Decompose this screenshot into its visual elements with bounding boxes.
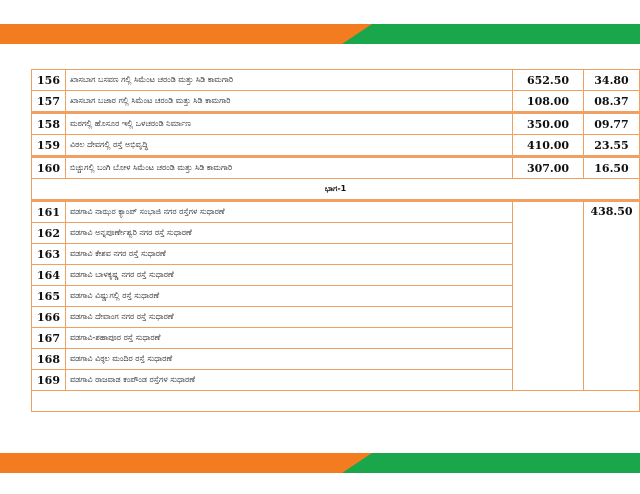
work-description: ವಡಗಾವಿ ಕೇಶವ ನಗರ ರಸ್ತೆ ಸುಧಾರಣೆ [66,244,513,265]
length-value: 09.77 [584,113,640,135]
work-description: ವಡಗಾವಿ ವಿಠ್ಠಲ ಮಂದಿರ ರಸ್ತೆ ಸುಧಾರಣೆ [66,349,513,370]
row-number: 166 [32,307,66,328]
bottom-decorative-bar [0,453,640,473]
row-number: 168 [32,349,66,370]
row-number: 167 [32,328,66,349]
work-description: ಖಾಸಬಾಗ ಬಸವಣ ಗಲ್ಲಿ ಸಿಮೆಂಟ ಚರಂಡಿ ಮತ್ತು ಸಿಡಿ ಕಾಮಗಾರಿ [66,70,513,91]
table-row [32,201,640,223]
top-bar-green [342,24,640,44]
work-description: ವಿಠಲ ದೇವಗಲ್ಲಿ ರಸ್ತೆ ಅಭಿವೃದ್ಧಿ [66,135,513,157]
work-description: ವಡಗಾವಿ ವಿಷ್ಣುಗಲ್ಲಿ ರಸ್ತೆ ಸುಧಾರಣೆ [66,286,513,307]
amount-value: 652.50 [513,70,584,91]
top-decorative-bar [0,24,640,44]
length-value: 16.50 [584,157,640,179]
work-description: ವಡಗಾವಿ ದೇವಾಂಗ ನಗರ ರಸ್ತೆ ಸುಧಾರಣೆ [66,307,513,328]
amount-merged-cell [513,201,584,391]
work-description: ಬಿಚ್ಚುಗಲ್ಲಿ ಬಂಗಿ ಬೋಳ ಸಿಮೆಂಟ ಚರಂಡಿ ಮತ್ತು ಸಿಡಿ ಕಾಮಗಾರಿ [66,157,513,179]
row-number: 162 [32,223,66,244]
work-description: ಮಠಗಲ್ಲಿ ಹೊಸೂರ ಇಲ್ಲಿ ಒಳಚರಂಡಿ ನಿರ್ಮಾಣ [66,113,513,135]
section-row [32,179,640,201]
table-row [32,135,640,157]
bottom-bar-orange [0,453,372,473]
empty-row [32,391,640,412]
row-number: 160 [32,157,66,179]
row-number: 159 [32,135,66,157]
row-number: 156 [32,70,66,91]
length-value: 34.80 [584,70,640,91]
table-row [32,70,640,91]
amount-value: 307.00 [513,157,584,179]
section-label: ಭಾಗ-1 [32,179,640,201]
length-value: 23.55 [584,135,640,157]
row-number: 157 [32,91,66,113]
work-description: ವಡಗಾವಿ-ಶಹಾಪೂರ ರಸ್ತೆ ಸುಧಾರಣೆ [66,328,513,349]
table-row [32,91,640,113]
table-row [32,157,640,179]
row-number: 161 [32,201,66,223]
empty-cell [32,391,640,412]
row-number: 165 [32,286,66,307]
amount-value: 108.00 [513,91,584,113]
table-row [32,113,640,135]
row-number: 164 [32,265,66,286]
work-description: ಖಾಸಬಾಗ ಬಜಾರ ಗಲ್ಲಿ ಸಿಮೆಂಟ ಚರಂಡಿ ಮತ್ತು ಸಿಡಿ ಕಾಮಗಾರಿ [66,91,513,113]
row-number: 163 [32,244,66,265]
work-description: ವಡಗಾವಿ ರಾಜವಾಡ ಕಂಪೌಂಡ ರಸ್ತೆಗಳ ಸುಧಾರಣೆ [66,370,513,391]
row-number: 169 [32,370,66,391]
length-value: 08.37 [584,91,640,113]
work-description: ವಡಗಾವಿ ಅನ್ನಪೂರ್ಣೇಶ್ವರಿ ನಗರ ರಸ್ತೆ ಸುಧಾರಣೆ [66,223,513,244]
amount-value: 410.00 [513,135,584,157]
amount-value: 350.00 [513,113,584,135]
work-description: ವಡಗಾವಿ ಬಾಳಕೃಷ್ಣ ನಗರ ರಸ್ತೆ ಸುಧಾರಣೆ [66,265,513,286]
bottom-bar-green [342,453,640,473]
top-bar-orange [0,24,372,44]
group-length-value: 438.50 [584,201,640,391]
row-number: 158 [32,113,66,135]
work-description: ವಡಗಾವಿ ನಾಝರ ಕ್ಯಾಂಪ್ ಸಂಭಾಜಿ ನಗರ ರಸ್ತೆಗಳ ಸುಧಾರಣೆ [66,201,513,223]
works-table [31,69,640,412]
